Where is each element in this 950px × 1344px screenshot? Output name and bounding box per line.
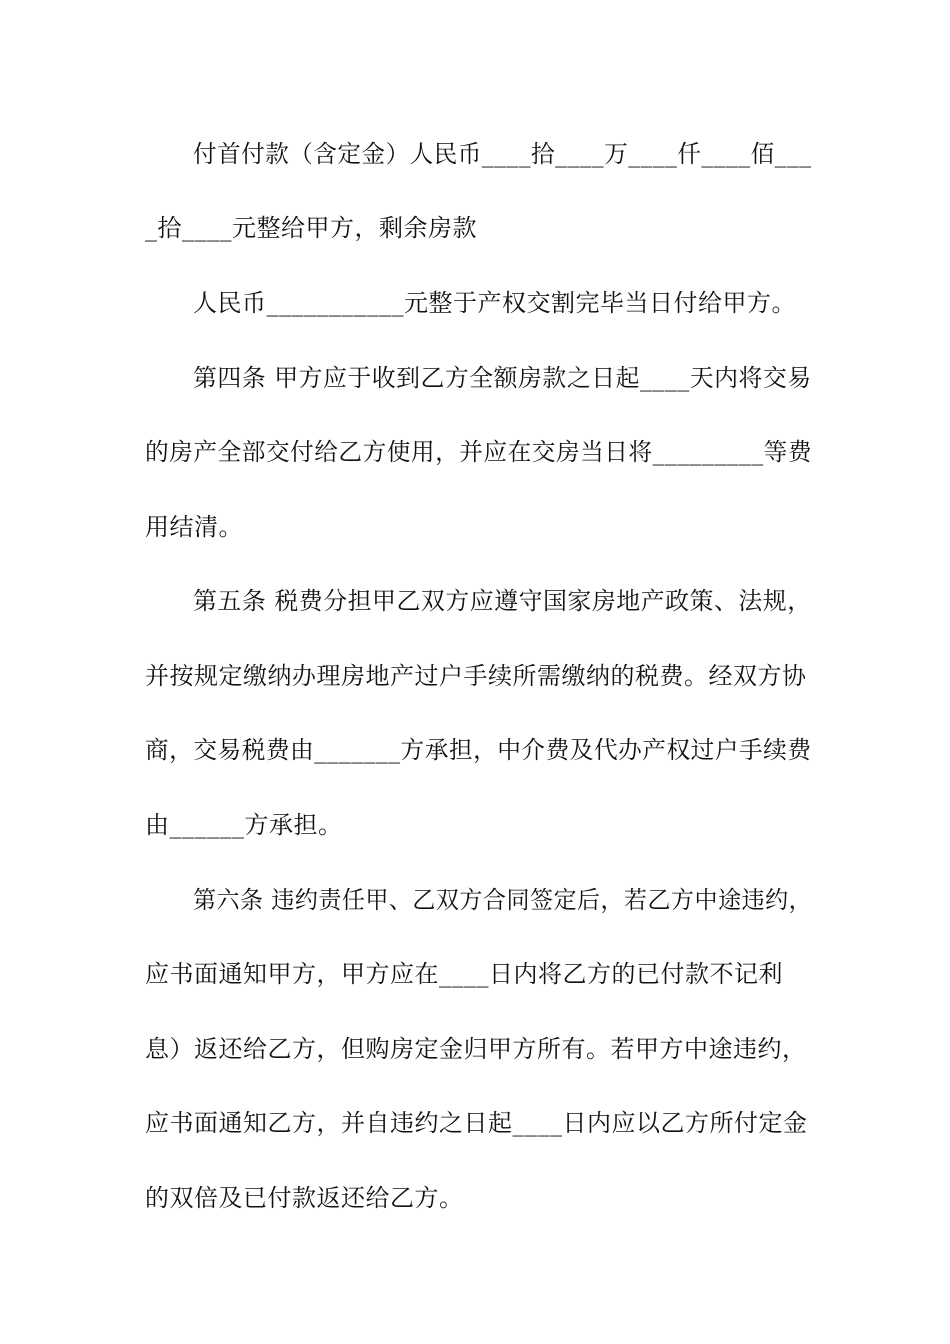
text-line: _拾____元整给甲方，剩余房款 bbox=[145, 214, 477, 242]
text-line: 付首付款（含定金）人民币____拾____万____仟____佰___ bbox=[193, 140, 812, 168]
text-line: 由______方承担。 bbox=[145, 811, 343, 839]
text-line: 息）返还给乙方，但购房定金归甲方所有。若甲方中途违约， bbox=[145, 1035, 807, 1063]
text-line: 的房产全部交付给乙方使用，并应在交房当日将_________等费 bbox=[145, 438, 812, 466]
text-line: 商，交易税费由_______方承担，中介费及代办产权过户手续费 bbox=[145, 736, 812, 764]
text-line: 第六条 违约责任甲、乙双方合同签定后，若乙方中途违约， bbox=[193, 886, 813, 914]
text-line: 第五条 税费分担甲乙双方应遵守国家房地产政策、法规， bbox=[193, 587, 812, 615]
text-line: 应书面通知甲方，甲方应在____日内将乙方的已付款不记利 bbox=[145, 960, 783, 988]
text-line: 应书面通知乙方，并自违约之日起____日内应以乙方所付定金 bbox=[145, 1109, 808, 1137]
text-line: 人民币___________元整于产权交割完毕当日付给甲方。 bbox=[193, 289, 796, 317]
text-line: 并按规定缴纳办理房地产过户手续所需缴纳的税费。经双方协 bbox=[145, 662, 807, 690]
text-line: 的双倍及已付款返还给乙方。 bbox=[145, 1184, 464, 1212]
text-line: 用结清。 bbox=[145, 513, 243, 541]
text-line: 第四条 甲方应于收到乙方全额房款之日起____天内将交易 bbox=[193, 364, 812, 392]
